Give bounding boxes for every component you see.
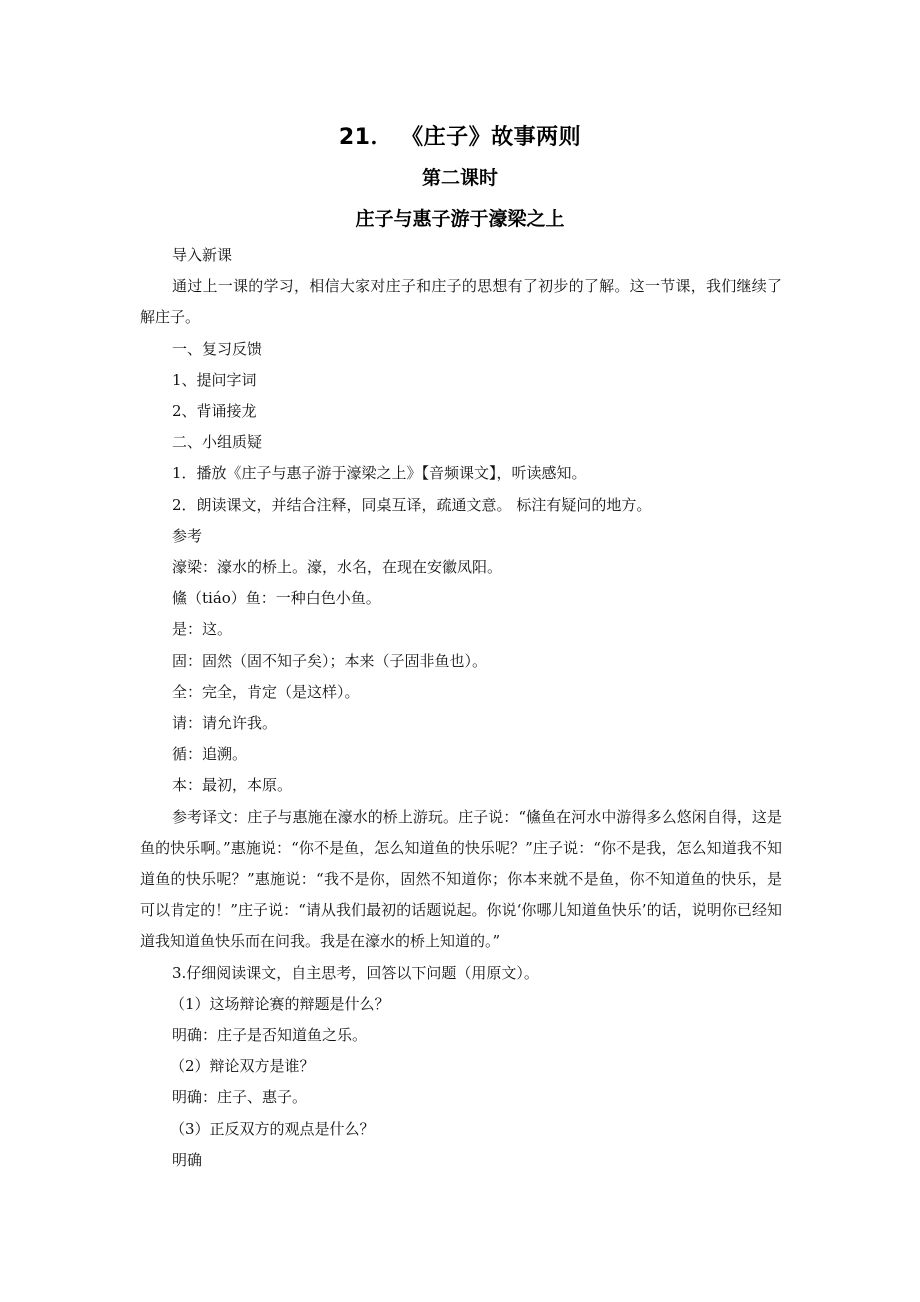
paragraph: 二、小组质疑	[172, 433, 263, 452]
paragraph: 一、复习反馈	[172, 339, 263, 358]
paragraph: 1、提问字词	[172, 370, 257, 389]
paragraph: （3）正反双方的观点是什么？	[170, 1119, 375, 1138]
lesson-subtitle: 第二课时	[421, 167, 498, 189]
paragraph: 循：追溯。	[172, 745, 248, 764]
paragraph: （2）辩论双方是谁？	[170, 1057, 315, 1076]
paragraph: 2．朗读课文，并结合注释，同桌互译，疏通文意。 标注有疑问的地方。	[172, 495, 652, 514]
document-body	[140, 240, 782, 1176]
paragraph: 通过上一课的学习，相信大家对庄子和庄子的思想有了初步的了解。这一节课，我们继续了解庄子。	[140, 277, 782, 327]
paragraph: 明确：庄子是否知道鱼之乐。	[172, 1026, 368, 1045]
paragraph: 参考译文：庄子与惠施在濠水的桥上游玩。庄子说：“鯈鱼在河水中游得多么悠闲自得，这是鱼的快乐啊。”惠施说：“你不是鱼，怎么知道鱼的快乐呢？”庄子说：“你不是我，怎么知道我不知道鱼的快乐呢？”惠施说：“我不是你，固然不知道你；你本来就不是鱼，你不知道鱼的快乐，是可以肯定的！”庄子说：“请从我们最初的话题说起。你说‘你哪儿知道鱼快乐’的话，说明你已经知道我知道鱼快乐而在问我。我是在濠水的桥上知道的。”	[140, 807, 782, 951]
paragraph: 1．播放《庄子与惠子游于濠梁之上》【音频课文】，听读感知。	[172, 464, 587, 483]
paragraph: 明确	[172, 1150, 203, 1169]
paragraph: 2、背诵接龙	[172, 402, 257, 421]
paragraph: 导入新课	[172, 246, 233, 264]
paragraph: 是：这。	[172, 620, 233, 639]
paragraph: 濠梁：濠水的桥上。濠，水名，在现在安徽凤阳。	[172, 558, 503, 577]
section-title: 庄子与惠子游于濠梁之上	[355, 208, 565, 230]
paragraph: 固：固然（固不知子矣）；本来（子固非鱼也）。	[172, 651, 488, 670]
paragraph: 3.仔细阅读课文，自主思考，回答以下问题（用原文）。	[172, 963, 539, 982]
page-title: 21． 《庄子》故事两则	[338, 125, 582, 150]
paragraph: 鯈（tiáo）鱼：一种白色小鱼。	[172, 589, 381, 608]
paragraph: 请：请允许我。	[172, 714, 278, 733]
paragraph: 全：完全，肯定（是这样）。	[172, 682, 360, 701]
paragraph: 本：最初，本原。	[172, 776, 293, 795]
paragraph: （1）这场辩论赛的辩题是什么？	[170, 994, 390, 1013]
paragraph: 明确：庄子、惠子。	[172, 1088, 308, 1107]
paragraph: 参考	[172, 526, 203, 545]
